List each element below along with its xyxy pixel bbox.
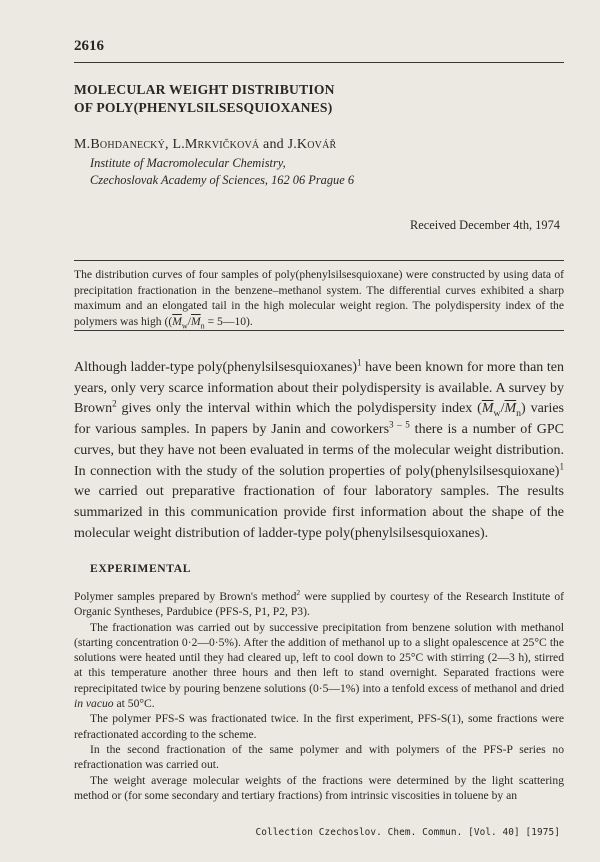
experimental-section (74, 589, 564, 803)
intro-text: we carried out preparative fractionation of four laboratory samples. The results summarized in this communication provide first information about the shape of the molecular weight distribution of ladder-type poly(phenylsilsesquioxanes). (74, 484, 564, 541)
author-separator: , (165, 137, 173, 152)
abstract-tail: = 5—10). (204, 314, 253, 328)
intro-text: ) varies for various samples. In papers by Janin and coworkers (74, 401, 565, 438)
intro-text: have been known for more than ten years, only very scarce information about their polydispersity is available. A survey by Brown (74, 360, 564, 417)
citation-ref: 1 (559, 460, 564, 471)
mn-symbol: $\overline{M}$ (190, 314, 201, 328)
paragraph-text: Polymer samples prepared by Brown's method (74, 590, 297, 603)
citation-ref: 3 – 5 (389, 419, 410, 430)
journal-footer: Collection Czechoslov. Chem. Commun. [Vol. 40] [1975] (255, 827, 560, 838)
experimental-paragraph: The weight average molecular weights of the fractions were determined by the light scattering method or (for some secondary and tertiary fractions) from intrinsic viscosities in toluene by an (74, 773, 564, 802)
mw-subscript: w (181, 321, 188, 331)
article-title (74, 81, 554, 117)
mw-symbol: $\overline{M}$ (481, 401, 494, 417)
citation-ref: 2 (296, 588, 301, 598)
abstract-rule-bottom (74, 330, 564, 331)
paragraph-text: at 50°C. (113, 697, 155, 711)
author-3-initial: J. (287, 137, 297, 152)
abstract (74, 267, 564, 329)
intro-text: Although ladder-type poly(phenylsilsesquioxanes) (74, 360, 357, 375)
title-line-2: OF POLY(PHENYLSILSESQUIOXANES) (74, 100, 333, 115)
intro-text: there is a number of GPC curves, but they have not been evaluated in terms of the molecular weight distribution. In connection with the study of the solution properties of poly(phenylsilsesquioxane) (74, 422, 564, 479)
experimental-paragraph: In the second fractionation of the same polymer and with polymers of the PFS-P series no refractionation was carried out. (74, 742, 564, 772)
mn-subscript: n (516, 408, 522, 420)
experimental-paragraph (74, 620, 564, 712)
author-2-initial: L. (172, 137, 185, 152)
mw-symbol: $\overline{M}$ (172, 314, 182, 328)
affiliation-line-2: Czechoslovak Academy of Sciences, 162 06 Prague 6 (90, 173, 355, 187)
intro-text: gives only the interval within which the polydispersity index ( (116, 401, 482, 417)
mw-subscript: w (493, 408, 501, 420)
mn-symbol: $\overline{M}$ (504, 401, 517, 417)
author-3-name: Kovář (296, 137, 337, 152)
title-line-1: MOLECULAR WEIGHT DISTRIBUTION (74, 82, 335, 97)
header-rule (74, 62, 564, 63)
received-date: Received December 4th, 1974 (409, 218, 560, 232)
author-1-initial: M. (74, 137, 91, 152)
experimental-paragraph (74, 589, 564, 620)
citation-ref: 1 (356, 357, 362, 368)
author-1-name: Bohdanecký (90, 137, 166, 152)
page-number: 2616 (74, 38, 104, 54)
ratio-slash: / (187, 314, 191, 328)
author-2-name: Mrkvičková (184, 137, 260, 152)
experimental-paragraph: The polymer PFS-S was fractionated twice. In the first experiment, PFS-S(1), some fractions were refractionated according to the scheme. (74, 712, 564, 741)
abstract-text: The distribution curves of four samples of poly(phenylsilsesquioxane) were constructed by using data of precipitation fractionation in the benzene–methanol system. The differential curves exhibited a sharp maximum and an elongated tail in the high molecular weight region. The polydispersity index of the polymers was high (( (74, 268, 564, 328)
paragraph-text: were supplied by courtesy of the Research Institute of Organic Syntheses, Pardubice (PFS-S, P1, P2, P3). (74, 590, 564, 619)
abstract-rule-top (74, 260, 564, 261)
author-list (74, 137, 336, 153)
italic-term: in vacuo (74, 697, 114, 711)
author-separator: and (259, 137, 288, 152)
introduction-paragraph (74, 358, 564, 544)
section-heading-experimental: EXPERIMENTAL (90, 562, 192, 575)
affiliation (90, 155, 354, 189)
ratio-slash: / (500, 401, 505, 417)
citation-ref: 2 (112, 398, 117, 409)
mn-subscript: n (200, 321, 205, 331)
affiliation-line-1: Institute of Macromolecular Chemistry, (90, 156, 286, 170)
paragraph-text: The fractionation was carried out by successive precipitation from benzene solution with methanol (starting concentration 0·2—0·5%). After the addition of methanol up to a slight opalescence at 25°C the solutions were heated until they had cleared up, left to cool down to 25°C with stirring (2—3 h), stirred at this temperature another three hours and then left to stand overnight. Separated fractions were reprecipitated twice by pouring benzene solutions (0·5—1%) into a tenfold excess of methanol and dried (74, 620, 564, 695)
